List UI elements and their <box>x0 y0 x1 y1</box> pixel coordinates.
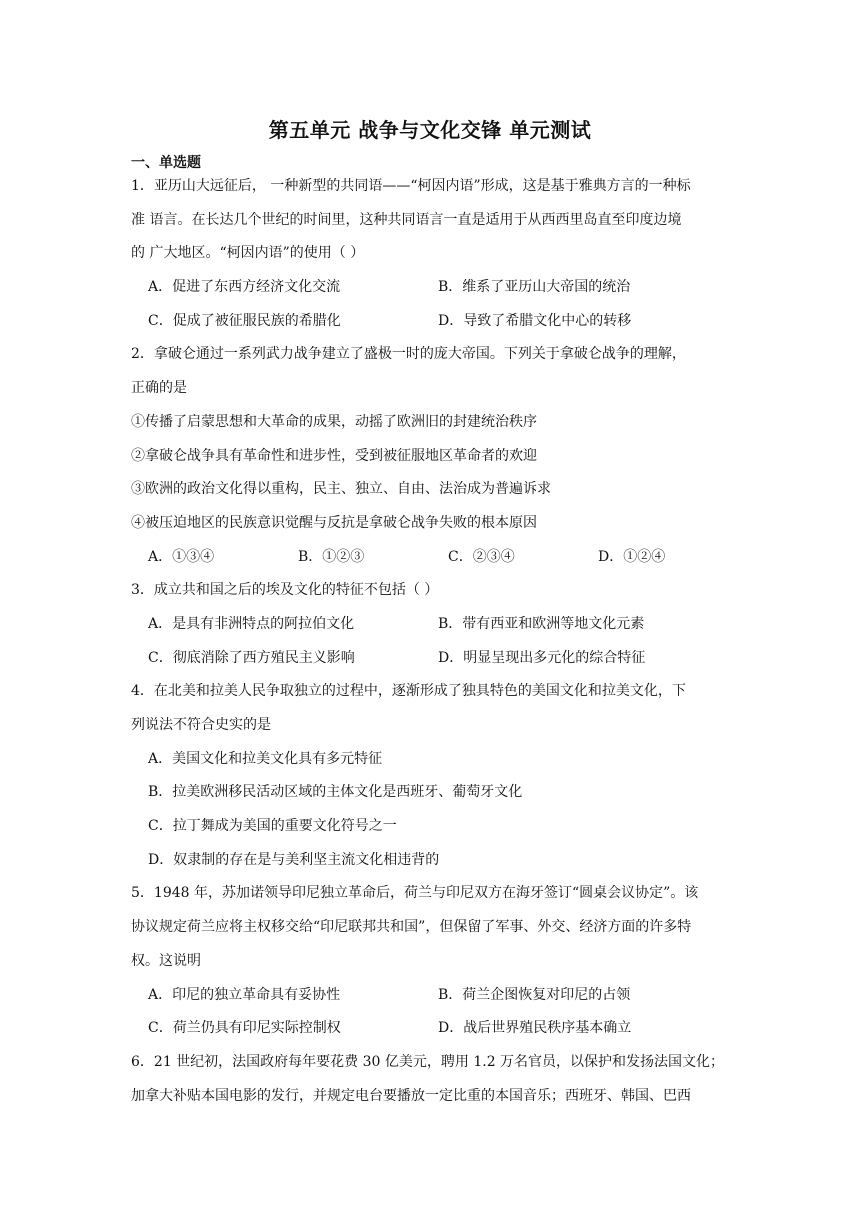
option-a[interactable]: A．①③④ <box>148 548 215 565</box>
question-6-line-1: 6．21 世纪初，法国政府每年要花费 30 亿美元，聘用 1.2 万名官员，以保护和发扬法国文化； <box>131 1053 725 1070</box>
question-2-statement-1: ①传播了启蒙思想和大革命的成果，动摇了欧洲旧的封建统治秩序 <box>131 413 537 430</box>
question-6-line-2: 加拿大补贴本国电影的发行，并规定电台要播放一定比重的本国音乐；西班牙、韩国、巴西 <box>131 1087 691 1104</box>
question-4-line-2: 列说法不符合史实的是 <box>131 717 271 733</box>
option-a[interactable]: A．美国文化和拉美文化具有多元特征 <box>148 750 383 767</box>
question-5-options-row-1 <box>131 979 731 1013</box>
option-b[interactable]: B．带有西亚和欧洲等地文化元素 <box>438 615 645 632</box>
option-a[interactable]: A．促进了东西方经济文化交流 <box>148 279 341 296</box>
question-3-line-1: 3．成立共和国之后的埃及文化的特征不包括（ ） <box>131 582 439 599</box>
question-1-line-3: 的 广大地区。“柯因内语”的使用（ ） <box>131 245 365 262</box>
option-b[interactable]: B．荷兰企图恢复对印尼的占领 <box>438 986 631 1003</box>
question-5-line-3: 权。这说明 <box>131 952 201 969</box>
question-1-line-2: 准 语言。在长达几个世纪的时间里，这种共同语言一直是适用于从西西里岛直至印度边境 <box>131 211 682 228</box>
question-2-statement-4: ④被压迫地区的民族意识觉醒与反抗是拿破仑战争失败的根本原因 <box>131 514 537 531</box>
question-2-line-2: 正确的是 <box>131 380 187 397</box>
question-5-line-2: 协议规定荷兰应将主权移交给“印尼联邦共和国”，但保留了军事、外交、经济方面的许多特 <box>131 919 692 936</box>
option-c[interactable]: C．拉丁舞成为美国的重要文化符号之一 <box>148 818 397 835</box>
question-4-line-1: 4．在北美和拉美人民争取独立的过程中，逐渐形成了独具特色的美国文化和拉美文化，下 <box>131 683 686 700</box>
option-b[interactable]: B．维系了亚历山大帝国的统治 <box>438 279 631 296</box>
question-list <box>131 170 731 1113</box>
page-title: 第五单元 战争与文化交锋 单元测试 <box>268 118 592 142</box>
question-5-line-1: 5．1948 年，苏加诺领导印尼独立革命后，荷兰与印尼双方在海牙签订“圆桌会议协定”。该 <box>131 885 699 902</box>
option-b[interactable]: B．①②③ <box>298 548 365 565</box>
section-heading: 一、单选题 <box>131 155 201 171</box>
option-d[interactable]: D．①②④ <box>598 548 666 565</box>
question-2-line-1: 2．拿破仑通过一系列武力战争建立了盛极一时的庞大帝国。下列关于拿破仑战争的理解， <box>131 346 686 363</box>
option-c[interactable]: C．荷兰仍具有印尼实际控制权 <box>148 1020 341 1037</box>
option-d[interactable]: D．导致了希腊文化中心的转移 <box>438 312 632 329</box>
question-3-options-row-1 <box>131 608 731 642</box>
option-d[interactable]: D．奴隶制的存在是与美利坚主流文化相违背的 <box>148 851 440 868</box>
question-2-statement-2: ②拿破仑战争具有革命性和进步性，受到被征服地区革命者的欢迎 <box>131 447 537 464</box>
question-3-options-row-2 <box>131 642 731 676</box>
option-c[interactable]: C．促成了被征服民族的希腊化 <box>148 312 341 329</box>
question-2-options-row <box>131 541 731 575</box>
option-a[interactable]: A．是具有非洲特点的阿拉伯文化 <box>148 615 355 632</box>
question-1-options-row-2 <box>131 305 731 339</box>
option-d[interactable]: D．战后世界殖民秩序基本确立 <box>438 1020 632 1037</box>
option-c[interactable]: C．②③④ <box>448 548 515 565</box>
question-1-line-1: 1．亚历山大远征后， 一种新型的共同语——“柯因内语”形成，这是基于雅典方言的一种标 <box>131 178 691 194</box>
question-2-statement-3: ③欧洲的政治文化得以重构，民主、独立、自由、法治成为普遍诉求 <box>131 481 551 498</box>
option-a[interactable]: A．印尼的独立革命具有妥协性 <box>148 986 341 1003</box>
option-b[interactable]: B．拉美欧洲移民活动区域的主体文化是西班牙、葡萄牙文化 <box>148 784 523 801</box>
option-d[interactable]: D．明显呈现出多元化的综合特征 <box>438 649 646 666</box>
question-5-options-row-2 <box>131 1012 731 1046</box>
question-1-options-row-1 <box>131 271 731 305</box>
option-c[interactable]: C．彻底消除了西方殖民主义影响 <box>148 649 355 666</box>
